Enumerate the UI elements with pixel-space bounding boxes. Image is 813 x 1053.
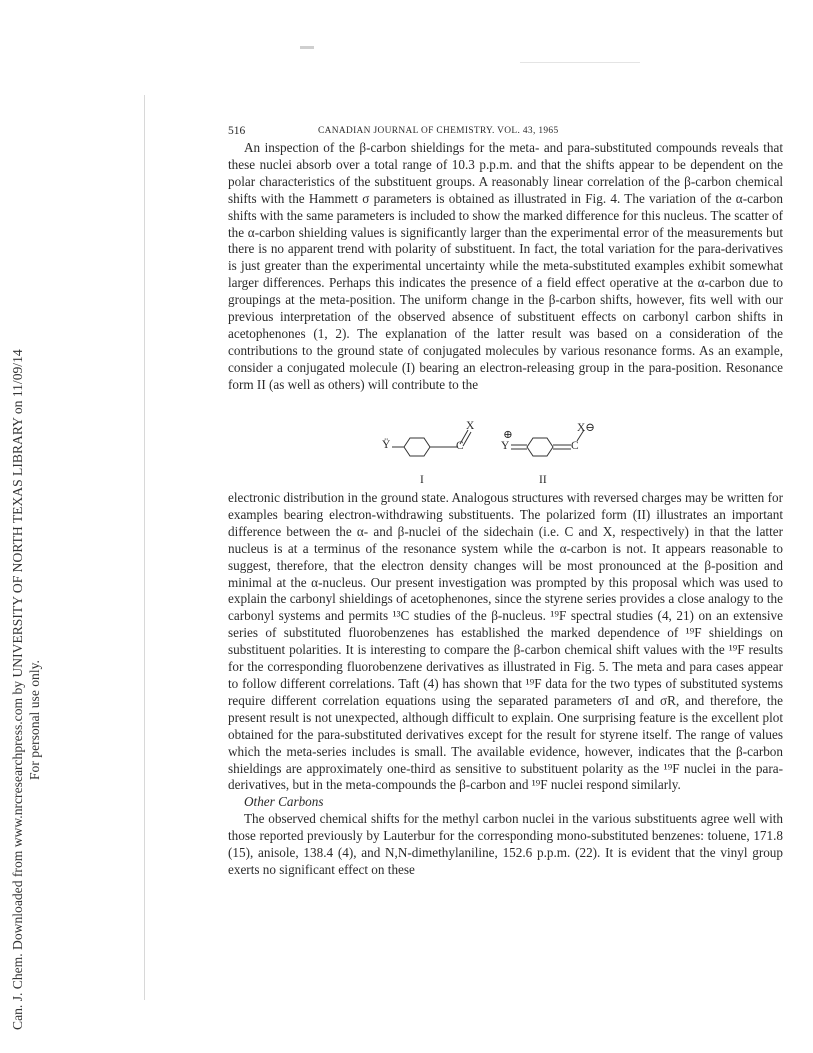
section-heading: Other Carbons	[244, 794, 324, 810]
resonance-structures-figure	[370, 420, 670, 485]
paragraph: An inspection of the β-carbon shieldings for the meta- and para-substituted compounds reveals that these nuclei absorb over a total range of 10.3 p.p.m. and that the shifts appear to be dependent on the polar characteristics of the substituent groups. A reasonably linear correlation of the β-carbon chemical shifts with the Hammett σ parameters is obtained as illustrated in Fig. 4. The variation of the α-carbon shifts with the same parameters is included to show the marked difference for this nucleus. The scatter of the α-carbon shielding values is significantly larger than the experimental error of the measurements but there is no apparent trend with polarity of substituent. In fact, the total variation for the para-derivatives is just greater than the experimental uncertainty while the meta-substituted examples exhibit somewhat larger differences. Perhaps this indicates the presence of a field effect operative at the α-carbon due to groupings at the meta-position. The uniform change in the β-carbon shifts, however, fits well with our previous interpretation of the observed absence of substituent effects on carbonyl carbon shifts in acetophenones (1, 2). The explanation of the latter result was based on a consideration of the contributions to the ground state of conjugated molecules by various resonance forms. As an example, consider a conjugated molecule (I) bearing an electron-releasing group in the para-position. Resonance form II (as well as others) will contribute to the	[228, 140, 783, 392]
structure-2-plus: ⊕	[503, 429, 513, 441]
download-notice: Can. J. Chem. Downloaded from www.nrcresearchpress.com by UNIVERSITY OF NORTH TEXAS LIBRARY on 11/09/14	[10, 349, 25, 1030]
paragraph: electronic distribution in the ground state. Analogous structures with reversed charges may be written for examples bearing electron-withdrawing substituents. The polarized form (II) illustrates an important difference between the α- and β-nuclei of the sidechain (i.e. C and X, respectively) in that the latter nucleus is at a terminus of the resonance system while the α-carbon is not. It appears reasonable to suggest, therefore, that the electron density changes will be most pronounced at the β-position and minimal at the α-nucleus. Our present investigation was prompted by this proposal which was used to explain the carbonyl shieldings of acetophenones, since the styrene series provides a close analogy to the carbonyl systems and permits ¹³C studies of the β-nucleus. ¹⁹F spectral studies (4, 21) on an extensive series of substituted fluorobenzenes has established the marked dependence of ¹⁹F shieldings on substituent polarities. It is interesting to compare the β-carbon chemical shift values with the ¹⁹F results for the corresponding fluorobenzene derivatives as illustrated in Fig. 5. The meta and para cases appear to follow different correlations. Taft (4) has shown that ¹⁹F data for the two types of substituted systems require different correlation equations using the separated parameters σI and σR, and therefore, the present result is not unexpected, although difficult to explain. One surprising feature is the excellent plot obtained for the para-substituted derivatives except for the result for styrene itself. The range of values which the meta-series includes is small. The available evidence, however, indicates that the β-carbon shieldings are approximately one-third as sensitive to substituent polarity as the ¹⁹F nuclei in the para-derivatives, but in the meta-compounds the β-carbon and ¹⁹F nuclei respond similarly.	[228, 490, 783, 793]
benzene-ring-2	[527, 438, 553, 456]
double-bond	[463, 432, 471, 446]
structure-2-label: II	[539, 474, 547, 486]
structure-diagram	[370, 420, 670, 485]
paragraph: The observed chemical shifts for the methyl carbon nuclei in the various substituents agree well with those reported previously by Lauterbur for the corresponding mono-substituted benzenes: toluene, 171.8 (15), anisole, 138.4 (4), and N,N-dimethylaniline, 152.6 p.p.m. (22). It is evident that the vinyl group exerts no significant effect on these	[228, 811, 783, 877]
body-text-bottom	[228, 490, 783, 879]
body-text-top	[228, 140, 783, 394]
download-stamp	[4, 170, 50, 1030]
running-head: CANADIAN JOURNAL OF CHEMISTRY. VOL. 43, 1965	[318, 126, 559, 136]
structure-1-c: C	[456, 440, 464, 452]
scan-edge-line	[144, 95, 145, 1000]
structure-1-y: Ÿ	[382, 439, 391, 451]
personal-use-notice: For personal use only.	[27, 660, 42, 780]
scan-speck	[300, 46, 314, 49]
structure-2-y: Y	[501, 440, 510, 452]
scan-speck	[520, 62, 640, 63]
structure-1-x: X	[466, 420, 475, 432]
structure-2-x: X⊖	[577, 422, 595, 434]
structure-2-c: C	[571, 440, 579, 452]
page-number: 516	[228, 125, 246, 137]
structure-1-label: I	[420, 474, 424, 486]
benzene-ring-1	[404, 438, 430, 456]
